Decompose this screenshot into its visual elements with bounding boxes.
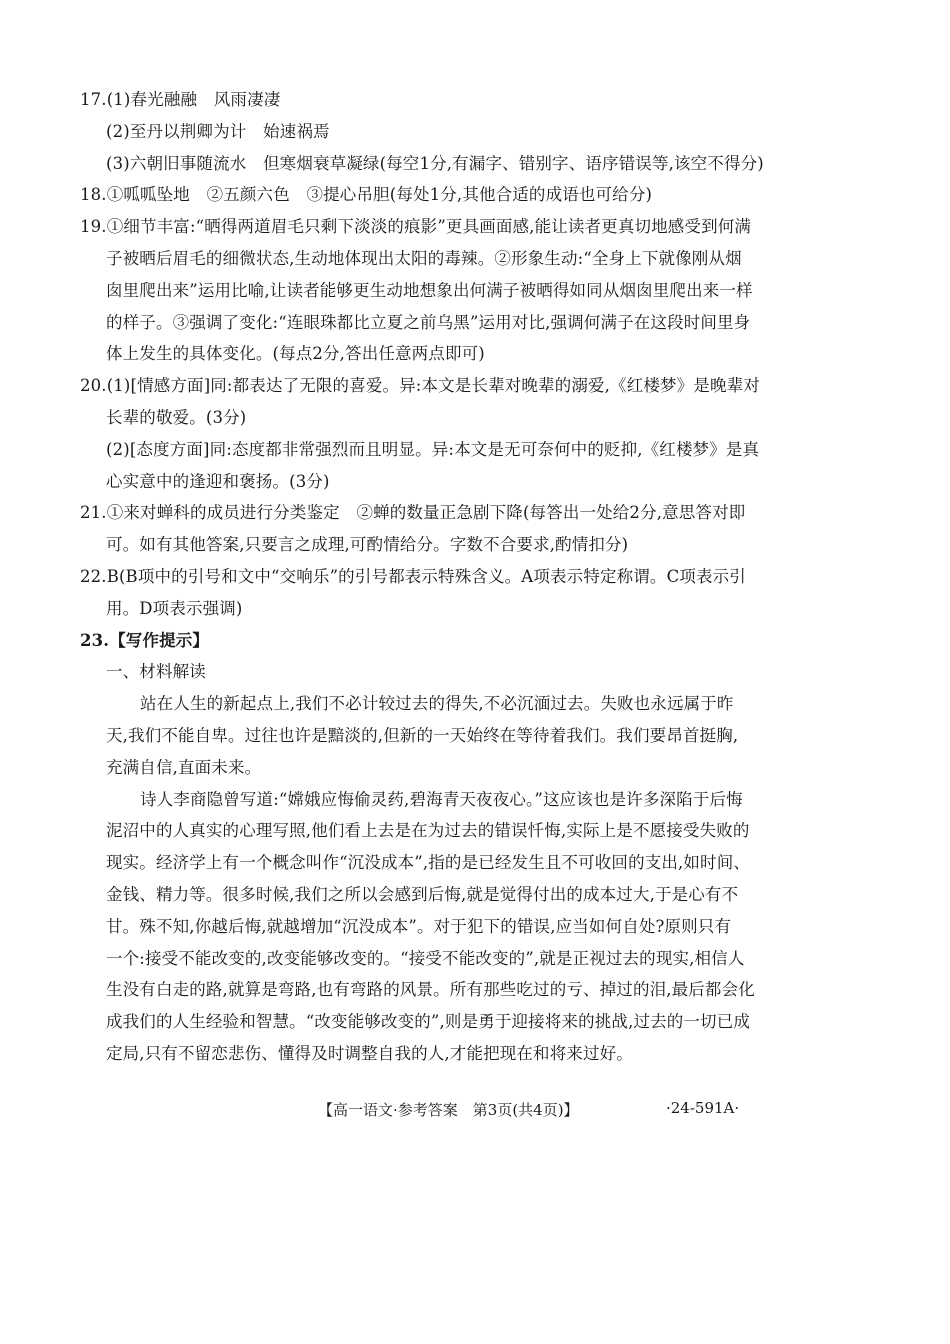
text-line: 17.(1)春光融融 风雨凄凄	[80, 90, 281, 109]
text-line: 21.①来对蝉科的成员进行分类鉴定 ②蝉的数量正急剧下降(每答出一处给2分,意思答对即	[80, 503, 746, 523]
text-line: 泥沼中的人真实的心理写照,他们看上去是在为过去的错误忏悔,实际上是不愿接受失败的	[106, 821, 750, 841]
footer-exam-code: ·24-591A·	[666, 1099, 740, 1117]
answer-content	[80, 84, 764, 1070]
text-line: 充满自信,直面未来。	[106, 757, 262, 777]
text-line: 的样子。③强调了变化:“连眼珠都比立夏之前乌黑”运用对比,强调何满子在这段时间里身	[106, 312, 751, 332]
text-line: 20.(1)[情感方面]同:都表达了无限的喜爱。异:本文是长辈对晚辈的溺爱,《红楼梦》是晚辈对	[80, 376, 760, 396]
text-line: 用。D项表示强调)	[106, 598, 243, 618]
text-line: 甘。殊不知,你越后悔,就越增加“沉没成本”。对于犯下的错误,应当如何自处?原则只有	[106, 916, 732, 936]
text-line: (2)[态度方面]同:态度都非常强烈而且明显。异:本文是无可奈何中的贬抑,《红楼梦》是真	[106, 439, 760, 459]
text-line: 长辈的敬爱。(3分)	[106, 407, 247, 427]
text-line: 现实。经济学上有一个概念叫作“沉没成本”,指的是已经发生且不可收回的支出,如时间、	[106, 853, 751, 873]
text-line: 定局,只有不留恋悲伤、懂得及时调整自我的人,才能把现在和将来过好。	[106, 1043, 633, 1063]
text-line: 19.①细节丰富:“晒得两道眉毛只剩下淡淡的痕影”更具画面感,能让读者更真切地感受到何满	[80, 217, 752, 237]
text-line: 诗人李商隐曾写道:“嫦娥应悔偷灵药,碧海青天夜夜心。”这应该也是许多深陷于后悔	[140, 789, 743, 809]
text-line: 成我们的人生经验和智慧。“改变能够改变的”,则是勇于迎接将来的挑战,过去的一切已成	[106, 1012, 751, 1032]
text-line: 可。如有其他答案,只要言之成理,可酌情给分。字数不合要求,酌情扣分)	[106, 535, 629, 555]
text-line: 一、材料解读	[106, 662, 206, 682]
text-line: 一个:接受不能改变的,改变能够改变的。“接受不能改变的”,就是正视过去的现实,相信人	[106, 948, 745, 968]
text-line: 体上发生的具体变化。(每点2分,答出任意两点即可)	[106, 344, 485, 364]
text-line: 生没有白走的路,就算是弯路,也有弯路的风景。所有那些吃过的亏、掉过的泪,最后都会化	[106, 980, 755, 1000]
text-line: 站在人生的新起点上,我们不必计较过去的得失,不必沉湎过去。失败也永远属于昨	[140, 694, 734, 714]
text-line: (3)六朝旧事随流水 但寒烟衰草凝绿(每空1分,有漏字、错别字、语序错误等,该空不得分)	[106, 153, 764, 173]
text-line: 囱里爬出来”运用比喻,让读者能够更生动地想象出何满子被晒得如同从烟囱里爬出来一样	[106, 280, 753, 300]
text-line: 心实意中的逢迎和褒扬。(3分)	[106, 471, 330, 491]
text-line: 23.【写作提示】	[80, 630, 210, 650]
text-line: 18.①呱呱坠地 ②五颜六色 ③提心吊胆(每处1分,其他合适的成语也可给分)	[80, 185, 653, 205]
text-line: 子被晒后眉毛的细微状态,生动地体现出太阳的毒辣。②形象生动:“全身上下就像刚从烟	[106, 248, 742, 268]
text-line: 金钱、精力等。很多时候,我们之所以会感到后悔,就是觉得付出的成本过大,于是心有不	[106, 884, 739, 904]
text-line: 22.B(B项中的引号和文中“交响乐”的引号都表示特殊含义。A项表示特定称谓。C项表示引	[80, 566, 746, 586]
text-line: (2)至丹以荆卿为计 始速祸焉	[106, 121, 330, 141]
text-line: 天,我们不能自卑。过往也许是黯淡的,但新的一天始终在等待着我们。我们要昂首挺胸,	[106, 725, 739, 745]
footer-page-info: 【高一语文·参考答案 第3页(共4页)】	[318, 1101, 579, 1119]
